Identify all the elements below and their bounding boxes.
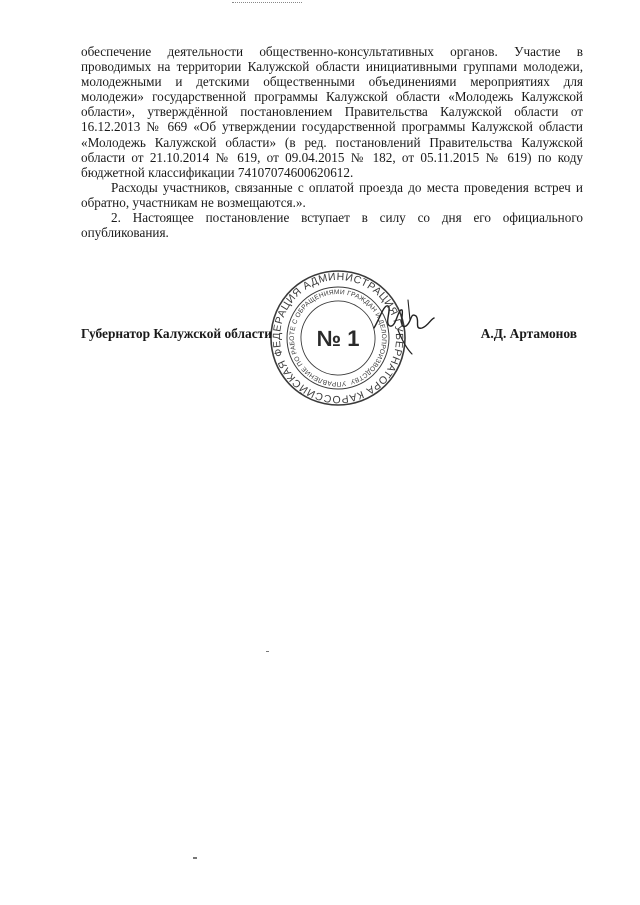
paragraph-effective-date: 2. Настоящее постановление вступает в силу со дня его официального опубликования. [81, 210, 583, 241]
signatory-name: А.Д. Артамонов [480, 326, 577, 341]
scan-speck [266, 651, 269, 652]
seal-inner-text: УПРАВЛЕНИЕ ПО РАБОТЕ С ОБРАЩЕНИЯМИ ГРАЖДАН И ДЕЛОПРОИЗВОДСТВУ [288, 288, 388, 388]
handwritten-signature [368, 290, 438, 360]
seal-number: № 1 [316, 326, 360, 351]
signature-block [81, 326, 583, 344]
paragraph-program-description: обеспечение деятельности общественно-консультативных органов. Участие в проводимых на территории Калужской области инициативными группами молодежи, молодежными и детскими общественными объединениями мероприятиях для молодежи» государственной программы Калужской области «Молодежь Калужской области», утверждённой постановлением Правительства Калужской области от 16.12.2013 № 669 «Об утверждении государственной программы Калужской области «Молодежь Калужской области» (в ред. постановлений Правительства Калужской области от 21.10.2014 № 619, от 09.04.2015 № 182, от 05.11.2015 № 619) по коду бюджетной классификации 74107074600620612. [81, 44, 583, 180]
scan-speck [193, 857, 197, 859]
seal-outer-text: РОССИЙСКАЯ ФЕДЕРАЦИЯ АДМИНИСТРАЦИЯ ГУБЕРНАТОРА КАЛУЖСКОЙ [270, 270, 406, 406]
document-body [81, 44, 583, 240]
scan-artifact-top [232, 2, 302, 6]
signatory-title: Губернатор Калужской области [81, 326, 272, 341]
paragraph-travel-expenses: Расходы участников, связанные с оплатой проезда до места проведения встреч и обратно, участникам не возмещаются.». [81, 179, 583, 210]
